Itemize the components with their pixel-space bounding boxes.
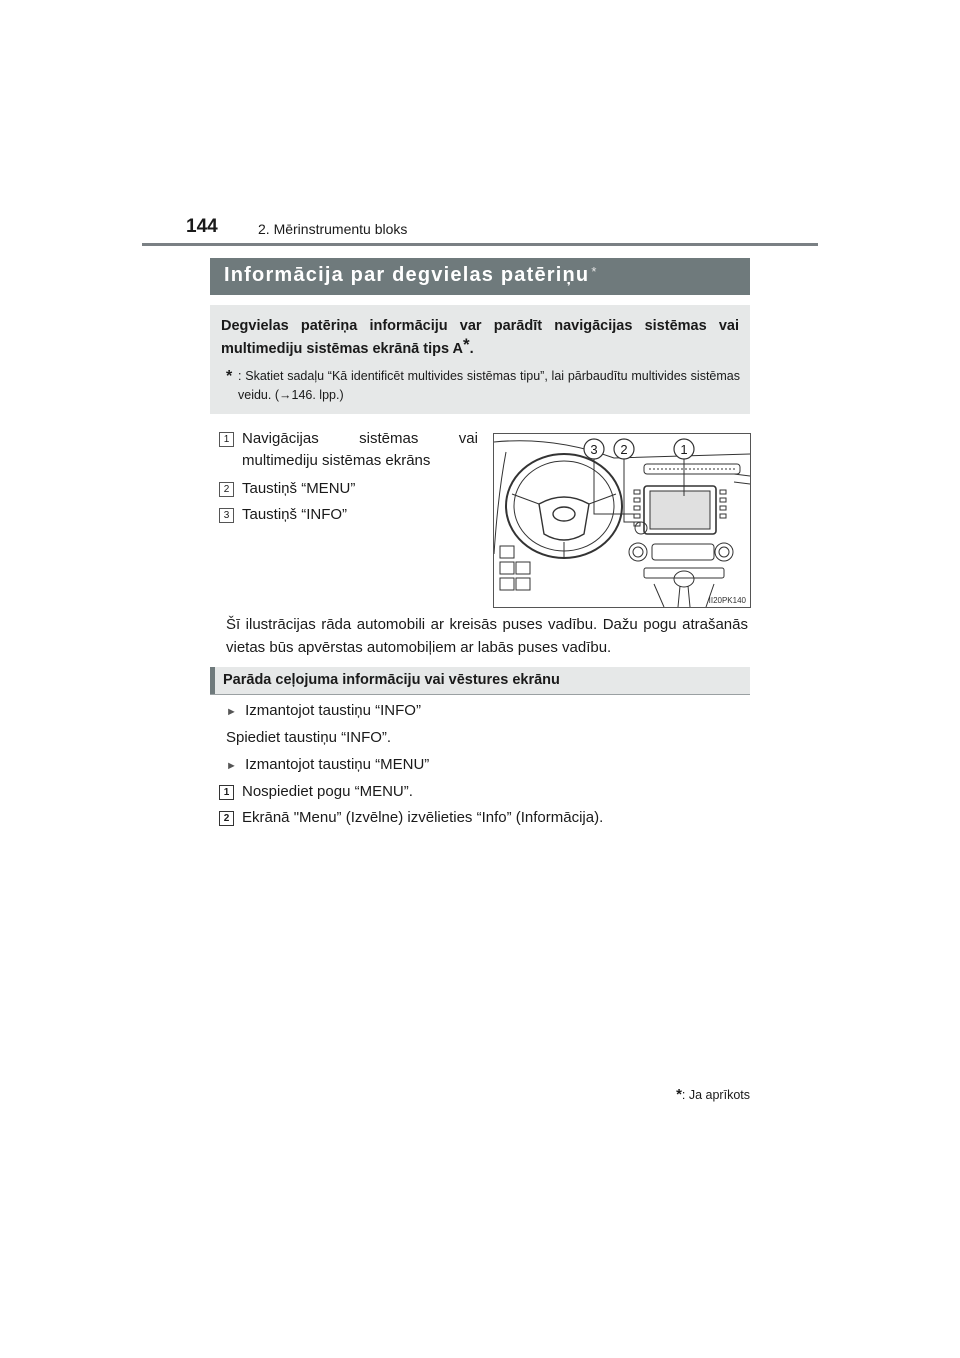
bullet-info	[226, 702, 421, 719]
item-1-word-a: Navigācijas	[242, 430, 319, 447]
item-3-text: Taustiņš “INFO”	[242, 506, 348, 523]
page-number: 144	[186, 216, 218, 237]
intro-note	[226, 367, 740, 405]
header-rule	[142, 243, 818, 246]
footnote-text: : Ja aprīkots	[681, 1088, 750, 1102]
figure-callout-3-label: 3	[590, 442, 598, 457]
callout-1: 1	[219, 432, 234, 447]
footnote-star: *	[676, 1086, 682, 1103]
bullet-menu	[226, 756, 429, 773]
footnote	[676, 1086, 750, 1103]
callout-2: 2	[219, 482, 234, 497]
intro-text	[221, 315, 739, 361]
section-title-text: Informācija par degvielas patēriņu	[224, 264, 590, 286]
step-1-text: Nospiediet pogu “MENU”.	[242, 783, 413, 800]
item-1-word-c: vai	[458, 430, 478, 447]
section-title	[224, 264, 598, 287]
subsection-title: Parāda ceļojuma informāciju vai vēstures ekrānu	[223, 672, 560, 688]
intro-star: *	[463, 335, 470, 354]
figure-callout-1-label: 1	[680, 442, 688, 457]
note-star: *	[226, 368, 233, 385]
bullet-info-text: Izmantojot taustiņu “INFO”	[245, 702, 421, 719]
figure-id: II20PK140	[708, 596, 746, 605]
bullet-arrow-icon: ►	[226, 760, 237, 772]
bullet-menu-text: Izmantojot taustiņu “MENU”	[245, 756, 430, 773]
intro-box	[210, 305, 750, 414]
bullet-arrow-icon: ►	[226, 706, 237, 718]
info-instruction: Spiediet taustiņu “INFO”.	[226, 729, 392, 746]
item-1-text	[242, 428, 478, 472]
step-1-number: 1	[219, 785, 234, 800]
callout-3: 3	[219, 508, 234, 523]
figure-callout-2-label: 2	[620, 442, 628, 457]
section-title-bar	[210, 258, 750, 295]
intro-text-main: Degvielas patēriņa informāciju var parādīt navigācijas sistēmas vai multimediju sistēmas ekrānā tips A	[221, 318, 739, 357]
step-2-text: Ekrānā "Menu” (Izvēlne) izvēlieties “Info” (Informācija).	[242, 809, 604, 826]
lhd-note-paragraph: Šī ilustrācijas rāda automobili ar kreisās puses vadību. Dažu pogu atrašanās vietas būs apvērstas automobiļiem ar labās puses vadību.	[226, 616, 748, 656]
subsection-bar	[210, 667, 750, 695]
section-label: 2. Mērinstrumentu bloks	[258, 221, 408, 237]
note-text: : Skatiet sadaļu “Kā identificēt multivides sistēmas tipu”, lai pārbaudītu multivides sistēmas veidu. (→146. lpp.)	[238, 369, 740, 402]
subsection-accent	[210, 667, 215, 694]
item-1-line1	[242, 428, 478, 450]
item-1-word-b: sistēmas	[359, 430, 419, 447]
dashboard-illustration	[493, 433, 751, 608]
dashboard-drawing	[494, 434, 750, 607]
title-star: *	[591, 264, 598, 279]
intro-text-end: .	[469, 341, 474, 357]
item-1-line2: multimediju sistēmas ekrāns	[242, 452, 431, 469]
step-2-number: 2	[219, 811, 234, 826]
item-2-text: Taustiņš “MENU”	[242, 480, 356, 497]
